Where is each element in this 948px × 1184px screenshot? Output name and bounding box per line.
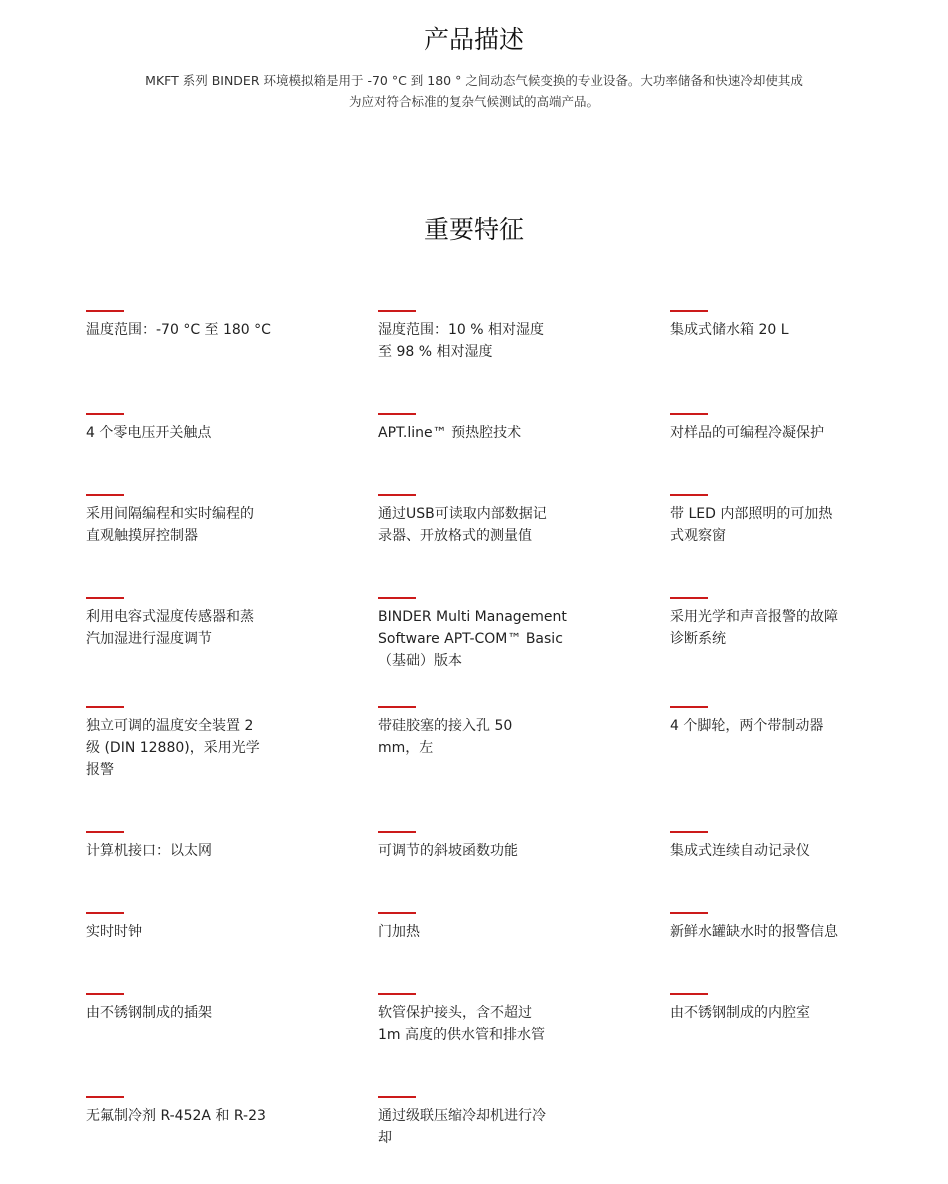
feature-text: 通过级联压缩冷却机进行冷 却 bbox=[378, 1108, 546, 1146]
feature-text: 由不锈钢制成的内腔室 bbox=[670, 1005, 810, 1021]
feature-accent-bar bbox=[378, 310, 416, 312]
features-title: 重要特征 bbox=[423, 215, 524, 244]
feature-text: 带硅胶塞的接入孔 50 mm，左 bbox=[378, 718, 513, 756]
feature-text: 计算机接口：以太网 bbox=[86, 843, 212, 859]
feature-text: 可调节的斜坡函数功能 bbox=[378, 843, 518, 859]
feature-item bbox=[670, 831, 880, 862]
feature-text: 新鲜水罐缺水时的报警信息 bbox=[670, 924, 838, 940]
feature-item bbox=[378, 912, 578, 943]
feature-accent-bar bbox=[86, 494, 124, 496]
feature-accent-bar bbox=[86, 993, 124, 995]
feature-accent-bar bbox=[378, 993, 416, 995]
feature-text: 4 个脚轮，两个带制动器 bbox=[670, 718, 824, 734]
feature-text: 门加热 bbox=[378, 924, 420, 940]
feature-item bbox=[378, 310, 578, 363]
feature-item bbox=[378, 993, 578, 1046]
feature-accent-bar bbox=[86, 597, 124, 599]
feature-accent-bar bbox=[670, 494, 708, 496]
feature-text: 通过USB可读取内部数据记 录器、开放格式的测量值 bbox=[378, 506, 547, 544]
feature-accent-bar bbox=[670, 831, 708, 833]
description-text: MKFT 系列 BINDER 环境模拟箱是用于 -70 °C 到 180 ° 之间动态气候变换的专业设备。大功率储备和快速冷却使其成 为应对符合标准的复杂气候测试的高端产品。 bbox=[145, 73, 803, 109]
feature-item bbox=[86, 597, 286, 650]
feature-accent-bar bbox=[670, 413, 708, 415]
feature-item bbox=[86, 1096, 286, 1127]
feature-item bbox=[670, 494, 870, 547]
feature-text: 软管保护接头，含不超过 1m 高度的供水管和排水管 bbox=[378, 1005, 545, 1043]
feature-text: 4 个零电压开关触点 bbox=[86, 425, 212, 441]
feature-accent-bar bbox=[670, 912, 708, 914]
feature-item bbox=[378, 597, 578, 672]
feature-text: 温度范围：-70 °C 至 180 °C bbox=[86, 322, 271, 338]
feature-text: 集成式连续自动记录仪 bbox=[670, 843, 810, 859]
feature-item bbox=[378, 1096, 578, 1149]
feature-accent-bar bbox=[378, 912, 416, 914]
feature-item bbox=[670, 597, 870, 650]
feature-accent-bar bbox=[378, 494, 416, 496]
feature-text: 湿度范围：10 % 相对湿度 至 98 % 相对湿度 bbox=[378, 322, 545, 360]
feature-text: 无氟制冷剂 R-452A 和 R-23 bbox=[86, 1108, 266, 1124]
feature-item bbox=[378, 831, 578, 862]
feature-item bbox=[670, 413, 870, 444]
feature-accent-bar bbox=[378, 1096, 416, 1098]
feature-item bbox=[86, 494, 286, 547]
feature-text: 实时时钟 bbox=[86, 924, 142, 940]
feature-item bbox=[86, 706, 286, 781]
feature-accent-bar bbox=[670, 706, 708, 708]
feature-item bbox=[670, 912, 880, 943]
feature-item bbox=[378, 494, 578, 547]
feature-text: 采用间隔编程和实时编程的 直观触摸屏控制器 bbox=[86, 506, 254, 544]
feature-accent-bar bbox=[86, 1096, 124, 1098]
feature-item bbox=[86, 310, 286, 341]
feature-accent-bar bbox=[86, 706, 124, 708]
feature-item bbox=[86, 413, 286, 444]
feature-accent-bar bbox=[670, 597, 708, 599]
feature-text: 独立可调的温度安全装置 2 级 (DIN 12880)，采用光学 报警 bbox=[86, 718, 260, 778]
feature-text: 对样品的可编程冷凝保护 bbox=[670, 425, 824, 441]
feature-item bbox=[670, 993, 880, 1024]
feature-item bbox=[378, 706, 578, 759]
feature-accent-bar bbox=[378, 597, 416, 599]
feature-accent-bar bbox=[378, 706, 416, 708]
feature-item bbox=[670, 310, 870, 341]
feature-item bbox=[378, 413, 578, 444]
feature-accent-bar bbox=[670, 993, 708, 995]
feature-text: 带 LED 内部照明的可加热 式观察窗 bbox=[670, 506, 833, 544]
feature-item bbox=[670, 706, 880, 737]
feature-accent-bar bbox=[378, 413, 416, 415]
feature-accent-bar bbox=[86, 831, 124, 833]
feature-item bbox=[86, 912, 286, 943]
feature-accent-bar bbox=[86, 310, 124, 312]
feature-accent-bar bbox=[86, 413, 124, 415]
feature-text: 集成式储水箱 20 L bbox=[670, 322, 789, 338]
feature-text: APT.line™ 预热腔技术 bbox=[378, 425, 522, 441]
feature-item bbox=[86, 831, 286, 862]
feature-text: BINDER Multi Management Software APT-COM™ Basic （基础）版本 bbox=[378, 609, 567, 669]
feature-text: 采用光学和声音报警的故障 诊断系统 bbox=[670, 609, 838, 647]
feature-text: 利用电容式湿度传感器和蒸 汽加湿进行湿度调节 bbox=[86, 609, 254, 647]
feature-accent-bar bbox=[86, 912, 124, 914]
description-title: 产品描述 bbox=[423, 25, 524, 54]
feature-item bbox=[86, 993, 286, 1024]
feature-accent-bar bbox=[378, 831, 416, 833]
feature-accent-bar bbox=[670, 310, 708, 312]
feature-text: 由不锈钢制成的插架 bbox=[86, 1005, 212, 1021]
